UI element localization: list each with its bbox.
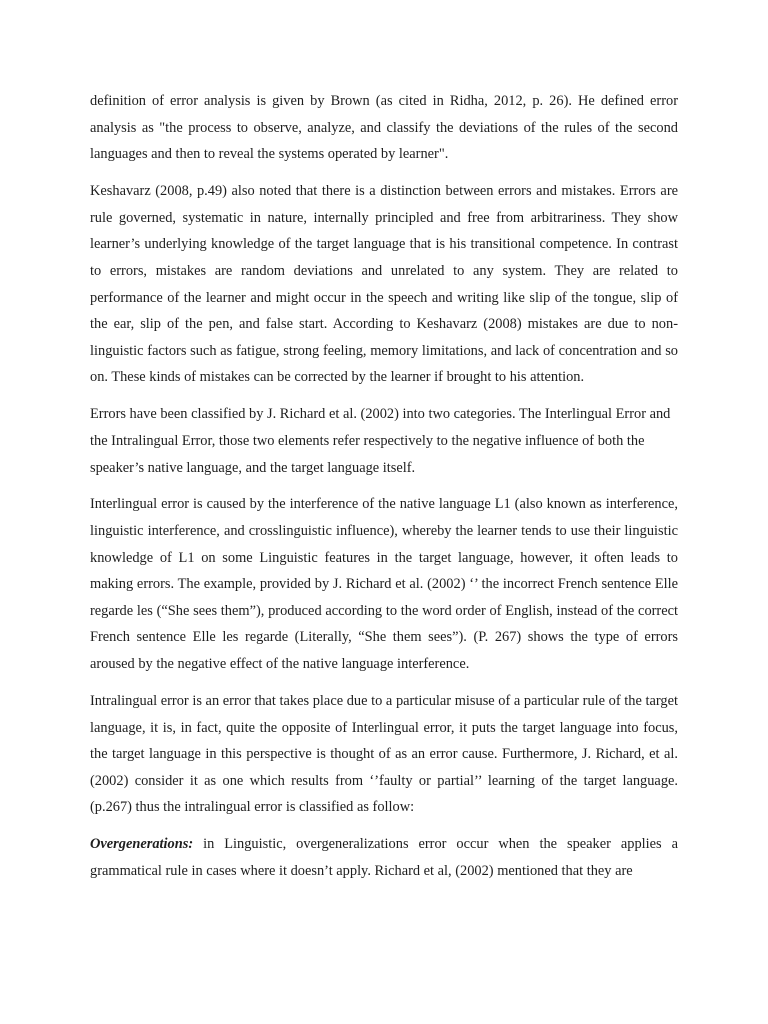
overgenerations-heading: Overgenerations:	[90, 836, 194, 853]
paragraph-overgenerations	[90, 831, 678, 884]
document-page	[90, 88, 678, 895]
paragraph-error-analysis-definition: definition of error analysis is given by Brown (as cited in Ridha, 2012, p. 26). He defined error analysis as "the process to observe, analyze, and classify the deviations of the rules of the second languages and then to reveal the systems operated by learner".	[90, 93, 678, 163]
paragraph-interlingual-error: Interlingual error is caused by the interference of the native language L1 (also known as interference, linguistic interference, and crosslinguistic influence), whereby the learner tends to use their linguistic knowledge of L1 on some Linguistic features in the target language, however, it often leads to making errors. The example, provided by J. Richard et al. (2002) ‘’ the incorrect French sentence Elle regarde les (“She sees them”), produced according to the word order of English, instead of the correct French sentence Elle les regarde (Literally, “She them sees”). (P. 267) shows the type of errors aroused by the negative effect of the native language interference.	[90, 496, 678, 673]
paragraph-keshavarz-errors-mistakes: Keshavarz (2008, p.49) also noted that there is a distinction between errors and mistakes. Errors are rule governed, systematic in nature, internally principled and free from arbitrariness. They show learner’s underlying knowledge of the target language that is his transitional competence. In contrast to errors, mistakes are random deviations and unrelated to any system. They are related to performance of the learner and might occur in the speech and writing like slip of the tongue, slip of the ear, slip of the pen, and false start. According to Keshavarz (2008) mistakes are due to non-linguistic factors such as fatigue, strong feeling, memory limitations, and lack of concentration and so on. These kinds of mistakes can be corrected by the learner if brought to his attention.	[90, 183, 678, 386]
paragraph-error-classification: Errors have been classified by J. Richard et al. (2002) into two categories. The Interlingual Error and the Intralingual Error, those two elements refer respectively to the negative influence of both the speaker’s native language, and the target language itself.	[90, 406, 671, 476]
paragraph-intralingual-error: Intralingual error is an error that takes place due to a particular misuse of a particular rule of the target language, it is, in fact, quite the opposite of Interlingual error, it puts the target language into focus, the target language in this perspective is thought of as an error cause. Furthermore, J. Richard, et al. (2002) consider it as one which results from ‘’faulty or partial’’ learning of the target language. (p.267) thus the intralingual error is classified as follow:	[90, 693, 678, 816]
overgenerations-text: in Linguistic, overgeneralizations error occur when the speaker applies a grammatical rule in cases where it doesn’t apply. Richard et al, (2002) mentioned that they are	[90, 836, 678, 879]
